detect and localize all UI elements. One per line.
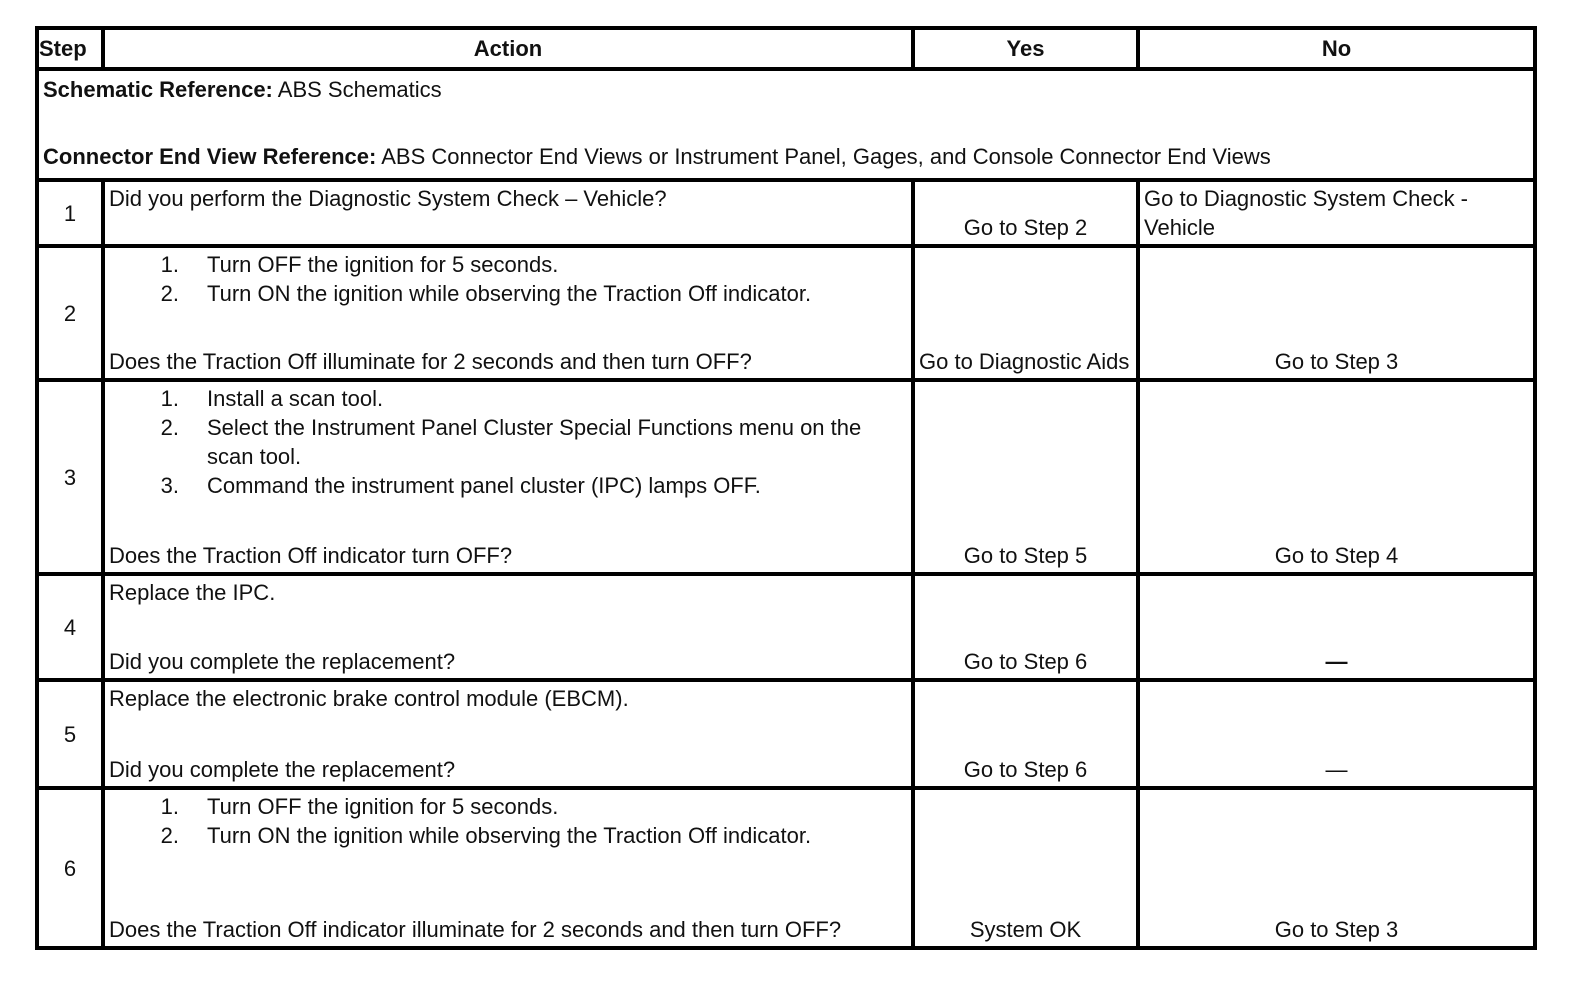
- substep: 1. Install a scan tool.: [160, 386, 384, 411]
- step-number: 2: [37, 246, 103, 380]
- table-row: [37, 180, 1535, 246]
- action-cell: [103, 788, 913, 948]
- no-cell: Go to Diagnostic System Check - Vehicle: [1138, 180, 1535, 246]
- action-question: Did you complete the replacement?: [109, 757, 456, 782]
- header-action: Action: [103, 28, 913, 69]
- schematic-reference-label: Schematic Reference:: [43, 77, 273, 102]
- yes-cell: System OK: [913, 788, 1138, 948]
- action-intro: Replace the IPC.: [109, 580, 276, 605]
- action-question: Does the Traction Off indicator turn OFF?: [109, 543, 513, 568]
- no-cell: Go to Step 3: [1138, 788, 1535, 948]
- diagnostic-table: [35, 26, 1537, 950]
- action-intro: Replace the electronic brake control module (EBCM).: [109, 686, 629, 711]
- substep: 2. Turn ON the ignition while observing the Traction Off indicator.: [160, 823, 812, 848]
- substep-list: [109, 792, 907, 850]
- header-row: [37, 28, 1535, 69]
- schematic-reference: [43, 75, 1529, 104]
- action-intro: Did you perform the Diagnostic System Check – Vehicle?: [109, 186, 667, 211]
- substep: 1. Turn OFF the ignition for 5 seconds.: [160, 252, 559, 277]
- connector-reference-value: ABS Connector End Views or Instrument Panel, Gages, and Console Connector End Views: [376, 144, 1271, 169]
- substep: 1. Turn OFF the ignition for 5 seconds.: [160, 794, 559, 819]
- no-cell: Go to Step 3: [1138, 246, 1535, 380]
- table-row: [37, 680, 1535, 788]
- no-cell: —: [1138, 680, 1535, 788]
- schematic-reference-value: ABS Schematics: [272, 77, 442, 102]
- reference-row: [37, 69, 1535, 180]
- substep-list: [109, 250, 907, 308]
- substep: 2. Turn ON the ignition while observing the Traction Off indicator.: [160, 281, 812, 306]
- substep: 2. Select the Instrument Panel Cluster Special Functions menu on the scan tool.: [160, 415, 862, 469]
- header-no: No: [1138, 28, 1535, 69]
- reference-cell: [37, 69, 1535, 180]
- step-number: 4: [37, 574, 103, 680]
- action-cell: [103, 680, 913, 788]
- connector-reference-label: Connector End View Reference:: [43, 144, 377, 169]
- action-question: Does the Traction Off indicator illuminate for 2 seconds and then turn OFF?: [109, 917, 842, 942]
- yes-cell: Go to Step 5: [913, 380, 1138, 574]
- action-question: Does the Traction Off illuminate for 2 seconds and then turn OFF?: [109, 349, 752, 374]
- header-yes: Yes: [913, 28, 1138, 69]
- table-row: [37, 246, 1535, 380]
- yes-cell: Go to Step 6: [913, 680, 1138, 788]
- connector-reference: [43, 142, 1529, 171]
- action-cell: [103, 380, 913, 574]
- header-step: Step: [37, 28, 103, 69]
- action-cell: [103, 180, 913, 246]
- step-number: 3: [37, 380, 103, 574]
- table-row: [37, 574, 1535, 680]
- table-row: [37, 380, 1535, 574]
- action-cell: [103, 574, 913, 680]
- substep: 3. Command the instrument panel cluster (IPC) lamps OFF.: [160, 473, 761, 498]
- action-cell: [103, 246, 913, 380]
- step-number: 1: [37, 180, 103, 246]
- step-number: 5: [37, 680, 103, 788]
- yes-cell: Go to Step 6: [913, 574, 1138, 680]
- yes-cell: Go to Diagnostic Aids: [913, 246, 1138, 380]
- no-cell: —: [1138, 574, 1535, 680]
- yes-cell: Go to Step 2: [913, 180, 1138, 246]
- table-row: [37, 788, 1535, 948]
- no-cell: Go to Step 4: [1138, 380, 1535, 574]
- step-number: 6: [37, 788, 103, 948]
- substep-list: [109, 384, 907, 500]
- action-question: Did you complete the replacement?: [109, 649, 456, 674]
